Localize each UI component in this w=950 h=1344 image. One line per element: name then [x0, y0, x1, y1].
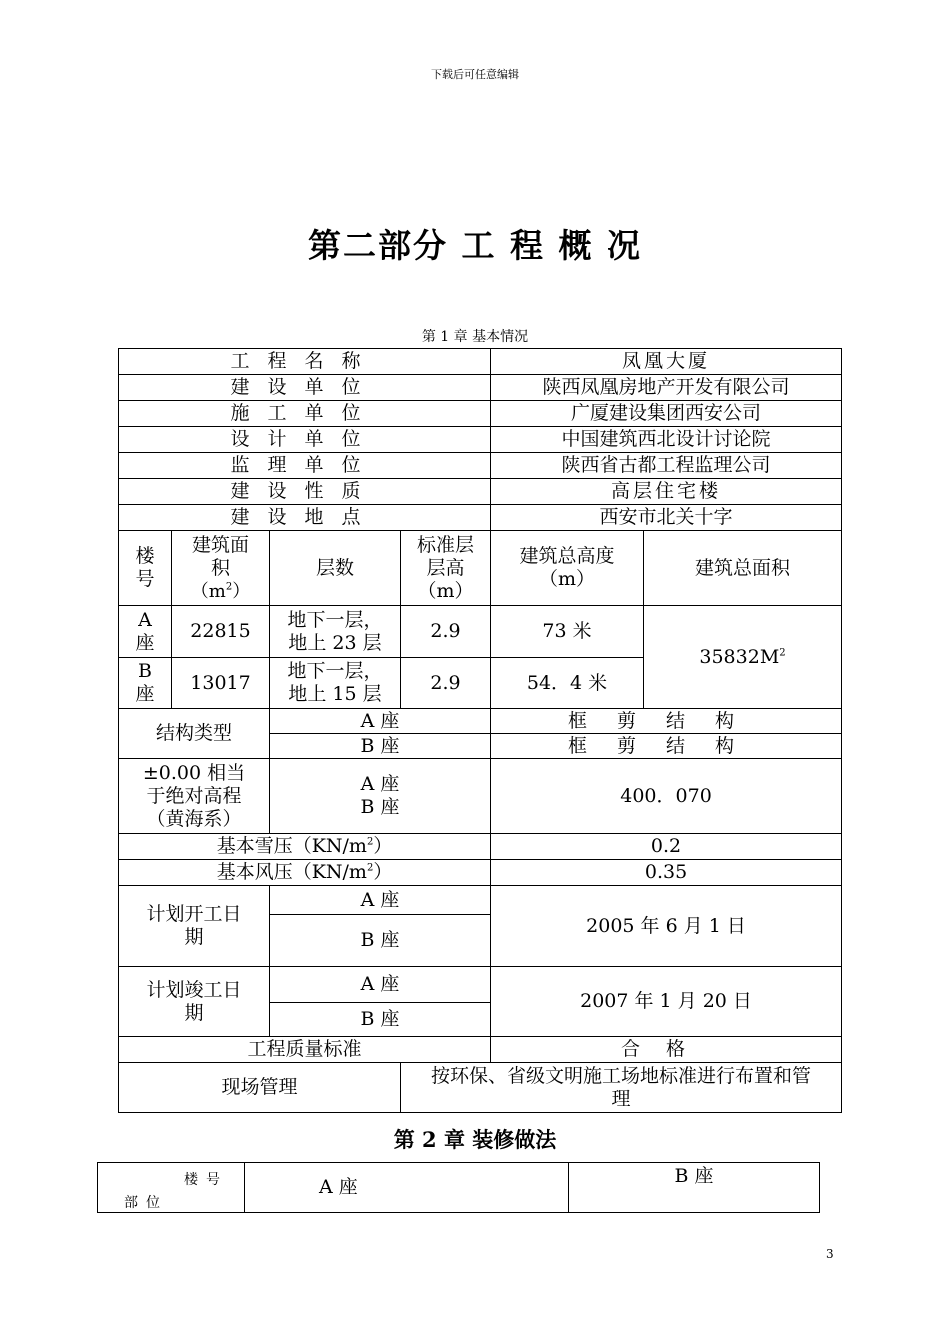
chapter-1-caption: 第 1 章 基本情况 — [421, 329, 529, 345]
decoration-table — [97, 1162, 820, 1213]
page-number: 3 — [826, 1247, 834, 1261]
decor-b-header: B 座 — [569, 1163, 820, 1213]
building-a-cell: A座 — [119, 606, 172, 658]
supervisor-value: 陕西省古都工程监理公司 — [491, 453, 842, 479]
start-b-label: B 座 — [270, 915, 491, 967]
diag-top-label: 楼号 — [184, 1172, 228, 1188]
total-height-a-cell: 73 米 — [491, 606, 644, 658]
total-height-b-cell: 54．4 米 — [491, 658, 644, 709]
structure-a-value: 框剪结构 — [491, 709, 842, 734]
chapter-2-caption: 第 2 章 装修做法 — [393, 1127, 557, 1152]
floors-a-cell: 地下一层， 地上 23 层 — [270, 606, 401, 658]
nature-label: 建设性质 — [119, 479, 491, 505]
builder-value: 陕西凤凰房地产开发有限公司 — [491, 375, 842, 401]
basic-info-table — [118, 348, 842, 1113]
start-date-value: 2005 年 6 月 1 日 — [491, 886, 842, 967]
diagonal-header-cell — [98, 1163, 245, 1213]
finish-a-label: A 座 — [270, 967, 491, 1003]
snow-pressure-value: 0.2 — [491, 834, 842, 860]
wind-pressure-value: 0.35 — [491, 860, 842, 886]
site-management-label: 现场管理 — [119, 1063, 401, 1113]
builder-label: 建设单位 — [119, 375, 491, 401]
start-date-label: 计划开工日 期 — [119, 886, 270, 967]
header-note: 下载后可任意编辑 — [431, 68, 519, 81]
structure-b-value: 框剪结构 — [491, 734, 842, 759]
col-floors-header: 层数 — [270, 531, 401, 606]
contractor-value: 广厦建设集团西安公司 — [491, 401, 842, 427]
col-total-height-header: 建筑总高度 （m） — [491, 531, 644, 606]
total-area-cell: $35832M^2$ — [644, 606, 842, 709]
building-b-cell: B座 — [119, 658, 172, 709]
snow-pressure-label: 基本雪压$(KN/m^2)$ — [119, 834, 491, 860]
elevation-value: 400．070 — [491, 759, 842, 834]
quality-label: 工程质量标准 — [119, 1037, 491, 1063]
elevation-blocks: A 座 B 座 — [270, 759, 491, 834]
col-building-header: 楼号 — [119, 531, 172, 606]
project-name-value: 凤凰大厦 — [491, 349, 842, 375]
designer-value: 中国建筑西北设计讨论院 — [491, 427, 842, 453]
floors-b-cell: 地下一层， 地上 15 层 — [270, 658, 401, 709]
structure-a-label: A 座 — [270, 709, 491, 734]
structure-b-label: B 座 — [270, 734, 491, 759]
start-a-label: A 座 — [270, 886, 491, 915]
finish-b-label: B 座 — [270, 1003, 491, 1037]
decor-a-header: A 座 — [245, 1163, 569, 1213]
finish-date-value: 2007 年 1 月 20 日 — [491, 967, 842, 1037]
table-row — [119, 606, 842, 658]
part-title: 第二部分 工 程 概 况 — [308, 226, 642, 265]
finish-date-label: 计划竣工日 期 — [119, 967, 270, 1037]
site-management-value: 按环保、省级文明施工场地标准进行布置和管 理 — [401, 1063, 842, 1113]
structure-label: 结构类型 — [119, 709, 270, 759]
designer-label: 设计单位 — [119, 427, 491, 453]
floor-height-b-cell: 2.9 — [401, 658, 491, 709]
area-a-cell: 22815 — [172, 606, 270, 658]
col-area-header: 建筑面积 $(m^2)$ — [172, 531, 270, 606]
col-total-area-header: 建筑总面积 — [644, 531, 842, 606]
col-floor-height-header: 标准层层高 （m） — [401, 531, 491, 606]
location-label: 建设地点 — [119, 505, 491, 531]
contractor-label: 施工单位 — [119, 401, 491, 427]
diag-bottom-label: 部位 — [124, 1195, 168, 1211]
quality-value: 合格 — [491, 1037, 842, 1063]
nature-value: 高层住宅楼 — [491, 479, 842, 505]
elevation-label: ±0.00 相当 于绝对高程 （黄海系） — [119, 759, 270, 834]
area-b-cell: 13017 — [172, 658, 270, 709]
project-name-label: 工程名称 — [119, 349, 491, 375]
location-value: 西安市北关十字 — [491, 505, 842, 531]
wind-pressure-label: 基本风压$(KN/m^2)$ — [119, 860, 491, 886]
floor-height-a-cell: 2.9 — [401, 606, 491, 658]
supervisor-label: 监理单位 — [119, 453, 491, 479]
